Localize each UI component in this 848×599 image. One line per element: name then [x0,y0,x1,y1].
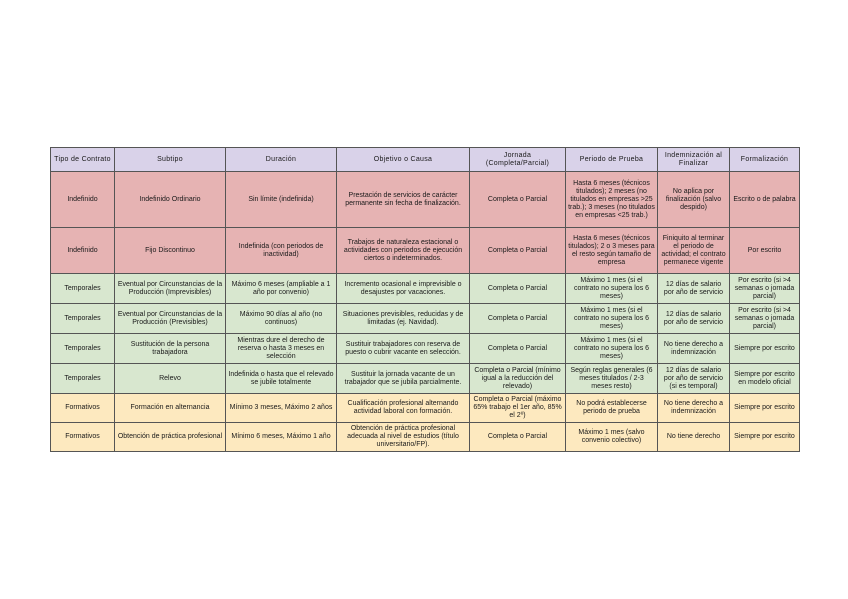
cell-indemnizacion: No aplica por finalización (salvo despido) [658,172,730,228]
cell-indemnizacion: No tiene derecho a indemnización [658,334,730,364]
header-formalizacion: Formalización [730,148,800,172]
cell-objetivo: Situaciones previsibles, reducidas y de limitadas (ej. Navidad). [337,304,470,334]
cell-periodo: Máximo 1 mes (si el contrato no supera los 6 meses) [566,304,658,334]
cell-periodo: Máximo 1 mes (si el contrato no supera los 6 meses) [566,274,658,304]
cell-duracion: Mínimo 3 meses, Máximo 2 años [226,394,337,423]
cell-formalizacion: Siempre por escrito [730,394,800,423]
cell-jornada: Completa o Parcial (mínimo igual a la reducción del relevado) [470,364,566,394]
header-indemnizacion: Indemnización al Finalizar [658,148,730,172]
cell-formalizacion: Escrito o de palabra [730,172,800,228]
cell-tipo: Indefinido [51,172,115,228]
cell-subtipo: Sustitución de la persona trabajadora [115,334,226,364]
cell-jornada: Completa o Parcial [470,334,566,364]
cell-periodo: Máximo 1 mes (salvo convenio colectivo) [566,423,658,452]
cell-subtipo: Eventual por Circunstancias de la Producción (Imprevisibles) [115,274,226,304]
cell-objetivo: Incremento ocasional e imprevisible o desajustes por vacaciones. [337,274,470,304]
table-row [51,364,800,394]
cell-duracion: Máximo 6 meses (ampliable a 1 año por convenio) [226,274,337,304]
cell-jornada: Completa o Parcial [470,172,566,228]
cell-jornada: Completa o Parcial (máximo 65% trabajo el 1er año, 85% el 2º) [470,394,566,423]
cell-subtipo: Indefinido Ordinario [115,172,226,228]
cell-formalizacion: Siempre por escrito [730,423,800,452]
cell-indemnizacion: 12 días de salario por año de servicio (si es temporal) [658,364,730,394]
cell-subtipo: Eventual por Circunstancias de la Producción (Previsibles) [115,304,226,334]
cell-tipo: Temporales [51,304,115,334]
cell-formalizacion: Siempre por escrito [730,334,800,364]
table-row [51,394,800,423]
cell-jornada: Completa o Parcial [470,274,566,304]
cell-tipo: Indefinido [51,228,115,274]
cell-jornada: Completa o Parcial [470,228,566,274]
cell-formalizacion: Por escrito (si >4 semanas o jornada parcial) [730,304,800,334]
cell-periodo: Hasta 6 meses (técnicos titulados); 2 o 3 meses para el resto según tamaño de empresa [566,228,658,274]
cell-jornada: Completa o Parcial [470,423,566,452]
header-jornada: Jornada (Completa/Parcial) [470,148,566,172]
cell-formalizacion: Siempre por escrito en modelo oficial [730,364,800,394]
cell-duracion: Máximo 90 días al año (no continuos) [226,304,337,334]
cell-objetivo: Sustituir la jornada vacante de un trabajador que se jubila parcialmente. [337,364,470,394]
cell-duracion: Mientras dure el derecho de reserva o hasta 3 meses en selección [226,334,337,364]
header-periodo-prueba: Periodo de Prueba [566,148,658,172]
cell-objetivo: Sustituir trabajadores con reserva de puesto o cubrir vacante en selección. [337,334,470,364]
cell-indemnizacion: 12 días de salario por año de servicio [658,274,730,304]
table-row [51,334,800,364]
cell-indemnizacion: No tiene derecho [658,423,730,452]
header-subtipo: Subtipo [115,148,226,172]
cell-tipo: Temporales [51,274,115,304]
table-row [51,304,800,334]
cell-subtipo: Formación en alternancia [115,394,226,423]
cell-tipo: Formativos [51,423,115,452]
cell-objetivo: Prestación de servicios de carácter permanente sin fecha de finalización. [337,172,470,228]
cell-tipo: Temporales [51,334,115,364]
table-row [51,228,800,274]
cell-tipo: Formativos [51,394,115,423]
cell-duracion: Sin límite (indefinida) [226,172,337,228]
contract-types-table [50,147,800,452]
cell-subtipo: Relevo [115,364,226,394]
cell-duracion: Mínimo 6 meses, Máximo 1 año [226,423,337,452]
cell-subtipo: Fijo Discontinuo [115,228,226,274]
cell-periodo: No podrá establecerse periodo de prueba [566,394,658,423]
cell-periodo: Hasta 6 meses (técnicos titulados); 2 meses (no titulados en empresas >25 trab.); 3 meses (no titulados en empresas <25 trab.) [566,172,658,228]
cell-jornada: Completa o Parcial [470,304,566,334]
cell-indemnizacion: 12 días de salario por año de servicio [658,304,730,334]
header-tipo-contrato: Tipo de Contrato [51,148,115,172]
cell-indemnizacion: No tiene derecho a indemnización [658,394,730,423]
cell-objetivo: Obtención de práctica profesional adecuada al nivel de estudios (título universitario/FP). [337,423,470,452]
cell-formalizacion: Por escrito (si >4 semanas o jornada parcial) [730,274,800,304]
table-row [51,423,800,452]
cell-duracion: Indefinida o hasta que el relevado se jubile totalmente [226,364,337,394]
cell-periodo: Máximo 1 mes (si el contrato no supera los 6 meses) [566,334,658,364]
header-objetivo: Objetivo o Causa [337,148,470,172]
cell-subtipo: Obtención de práctica profesional [115,423,226,452]
cell-duracion: Indefinida (con periodos de inactividad) [226,228,337,274]
cell-formalizacion: Por escrito [730,228,800,274]
header-row [51,148,800,172]
cell-periodo: Según reglas generales (6 meses titulados / 2-3 meses resto) [566,364,658,394]
table-row [51,172,800,228]
cell-tipo: Temporales [51,364,115,394]
table-row [51,274,800,304]
cell-indemnizacion: Finiquito al terminar el periodo de actividad; el contrato permanece vigente [658,228,730,274]
header-duracion: Duración [226,148,337,172]
cell-objetivo: Trabajos de naturaleza estacional o actividades con periodos de ejecución ciertos o indeterminados. [337,228,470,274]
cell-objetivo: Cualificación profesional alternando actividad laboral con formación. [337,394,470,423]
